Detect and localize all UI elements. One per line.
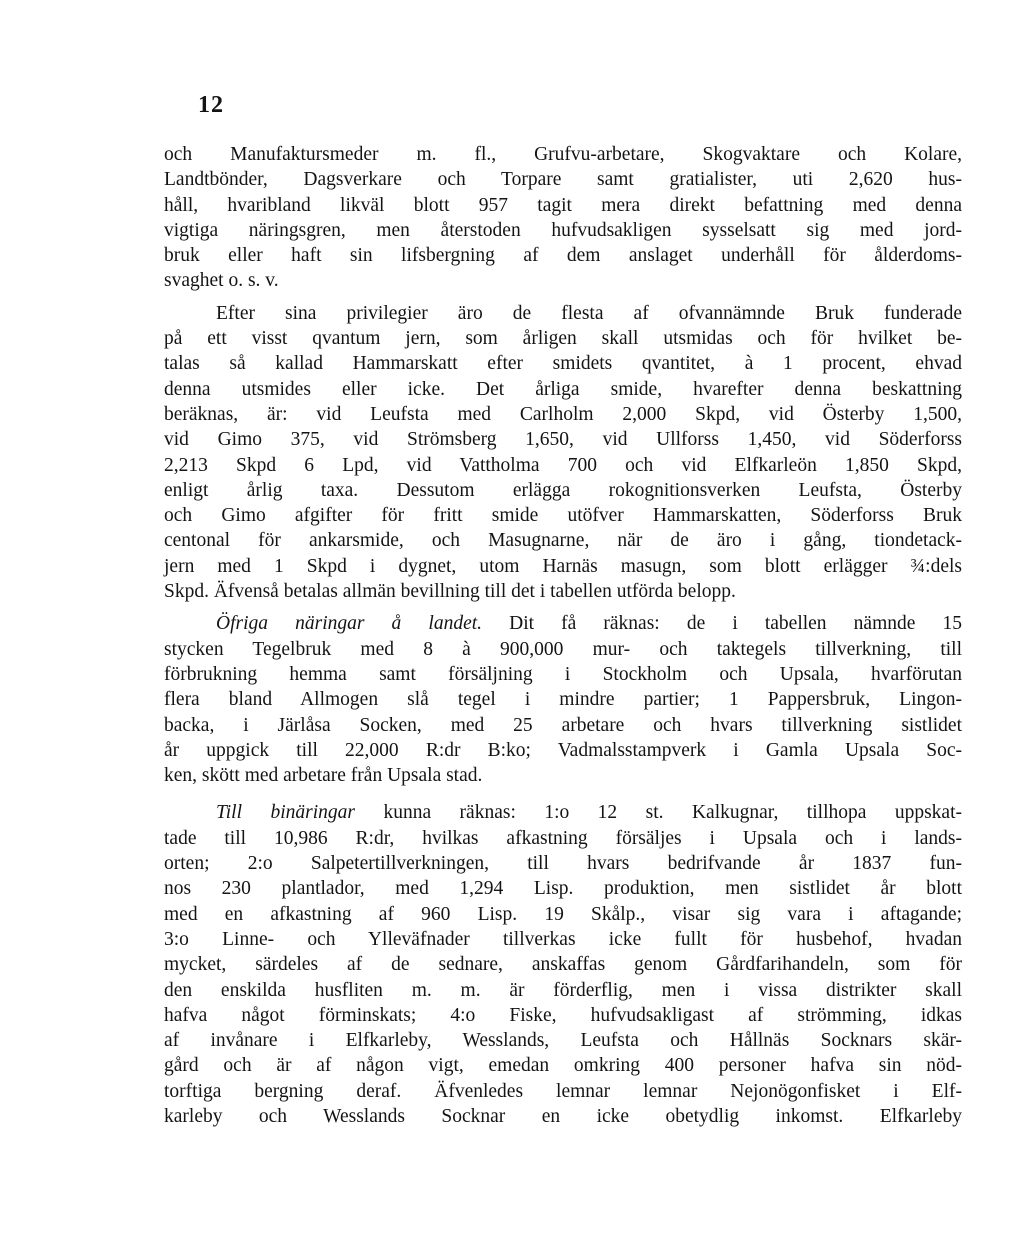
text-run: kunna räknas: 1:o 12 st. Kalkugnar, tillhopa uppskat- — [355, 802, 962, 824]
text-line: orten; 2:o Salpetertillverkningen, till hvars bedrifvande år 1837 fun- — [164, 853, 962, 875]
text-line: flera bland Allmogen slå tegel i mindre partier; 1 Pappersbruk, Lingon- — [164, 689, 962, 711]
text-line: denna utsmides eller icke. Det årliga smide, hvarefter denna beskattning — [164, 378, 962, 400]
text-line: beräknas, är: vid Leufsta med Carlholm 2,000 Skpd, vid Österby 1,500, — [164, 403, 962, 425]
text-line: 2,213 Skpd 6 Lpd, vid Vattholma 700 och vid Elfkarleön 1,850 Skpd, — [164, 454, 962, 476]
text-line: karleby och Wesslands Socknar en icke obetydlig inkomst. Elfkarleby — [164, 1105, 962, 1127]
text-line: centonal för ankarsmide, och Masugnarne, när de äro i gång, tiondetack- — [164, 530, 962, 552]
text-line: förbrukning hemma samt försäljning i Stockholm och Upsala, hvarförutan — [164, 663, 962, 685]
text-line: och Gimo afgifter för fritt smide utöfver Hammarskatten, Söderforss Bruk — [164, 505, 962, 527]
text-line: vid Gimo 375, vid Strömsberg 1,650, vid Ullforss 1,450, vid Söderforss — [164, 429, 962, 451]
text-line: Skpd. Äfvenså betalas allmän bevillning till det i tabellen utförda belopp. — [164, 581, 736, 603]
text-line: nos 230 plantlador, med 1,294 Lisp. produktion, men sistlidet år blott — [164, 878, 962, 900]
text-line: håll, hvaribland likväl blott 957 tagit mera direkt befattning med denna — [164, 194, 962, 216]
text-line: gård och är af någon vigt, emedan omkring 400 personer hafva sin nöd- — [164, 1055, 962, 1077]
page-number: 12 — [198, 92, 224, 118]
paragraph — [164, 611, 962, 788]
text-line: jern med 1 Skpd i dygnet, utom Harnäs masugn, som blott erlägger ¾:dels — [164, 555, 962, 577]
text-line — [164, 800, 962, 825]
italic-lead: Öfriga näringar å landet. — [216, 613, 483, 635]
text-line: tade till 10,986 R:dr, hvilkas afkastning försäljes i Upsala och i lands- — [164, 827, 962, 849]
text-line: 3:o Linne- och Ylleväfnader tillverkas icke fullt för husbehof, hvadan — [164, 928, 962, 950]
text-line: stycken Tegelbruk med 8 à 900,000 mur- och taktegels tillverkning, till — [164, 638, 962, 660]
text-line: år uppgick till 22,000 R:dr B:ko; Vadmalsstampverk i Gamla Upsala Soc- — [164, 739, 962, 761]
text-line: svaghet o. s. v. — [164, 270, 279, 292]
text-line: vigtiga näringsgren, men återstoden hufvudsakligen sysselsatt sig med jord- — [164, 219, 962, 241]
text-line: mycket, särdeles af de sednare, anskaffas genom Gårdfarihandeln, som för — [164, 954, 962, 976]
text-line: backa, i Järlåsa Socken, med 25 arbetare och hvars tillverkning sistlidet — [164, 714, 962, 736]
text-line: af invånare i Elfkarleby, Wesslands, Leufsta och Hållnäs Socknars skär- — [164, 1030, 962, 1052]
paragraph — [164, 800, 962, 1129]
text-line: på ett visst qvantum jern, som årligen skall utsmidas och för hvilket be- — [164, 328, 962, 350]
body-text — [164, 142, 962, 1129]
text-line: Landtbönder, Dagsverkare och Torpare samt gratialister, uti 2,620 hus- — [164, 169, 962, 191]
text-line: hafva något förminskats; 4:o Fiske, hufvudsakligast af strömming, idkas — [164, 1004, 962, 1026]
text-line: ken, skött med arbetare från Upsala stad. — [164, 765, 483, 787]
text-line: den enskilda husfliten m. m. är förderflig, men i vissa distrikter skall — [164, 979, 962, 1001]
paragraph — [164, 142, 962, 294]
paragraph — [164, 301, 962, 605]
text-line: torftiga bergning deraf. Äfvenledes lemnar lemnar Nejonögonfisket i Elf- — [164, 1080, 962, 1102]
text-run: Dit få räknas: de i tabellen nämnde 15 — [482, 613, 962, 635]
text-line: Efter sina privilegier äro de flesta af ofvannämnde Bruk funderade — [216, 302, 962, 324]
italic-lead: Till binäringar — [216, 802, 355, 824]
text-line — [164, 611, 962, 636]
text-line: med en afkastning af 960 Lisp. 19 Skålp., visar sig vara i aftagande; — [164, 903, 962, 925]
text-line: bruk eller haft sin lifsbergning af dem anslaget underhåll för ålderdoms- — [164, 245, 962, 267]
text-line: talas så kallad Hammarskatt efter smidets qvantitet, à 1 procent, ehvad — [164, 353, 962, 375]
text-line: enligt årlig taxa. Dessutom erlägga rokognitionsverken Leufsta, Österby — [164, 479, 962, 501]
text-line: och Manufaktursmeder m. fl., Grufvu-arbetare, Skogvaktare och Kolare, — [164, 144, 962, 165]
